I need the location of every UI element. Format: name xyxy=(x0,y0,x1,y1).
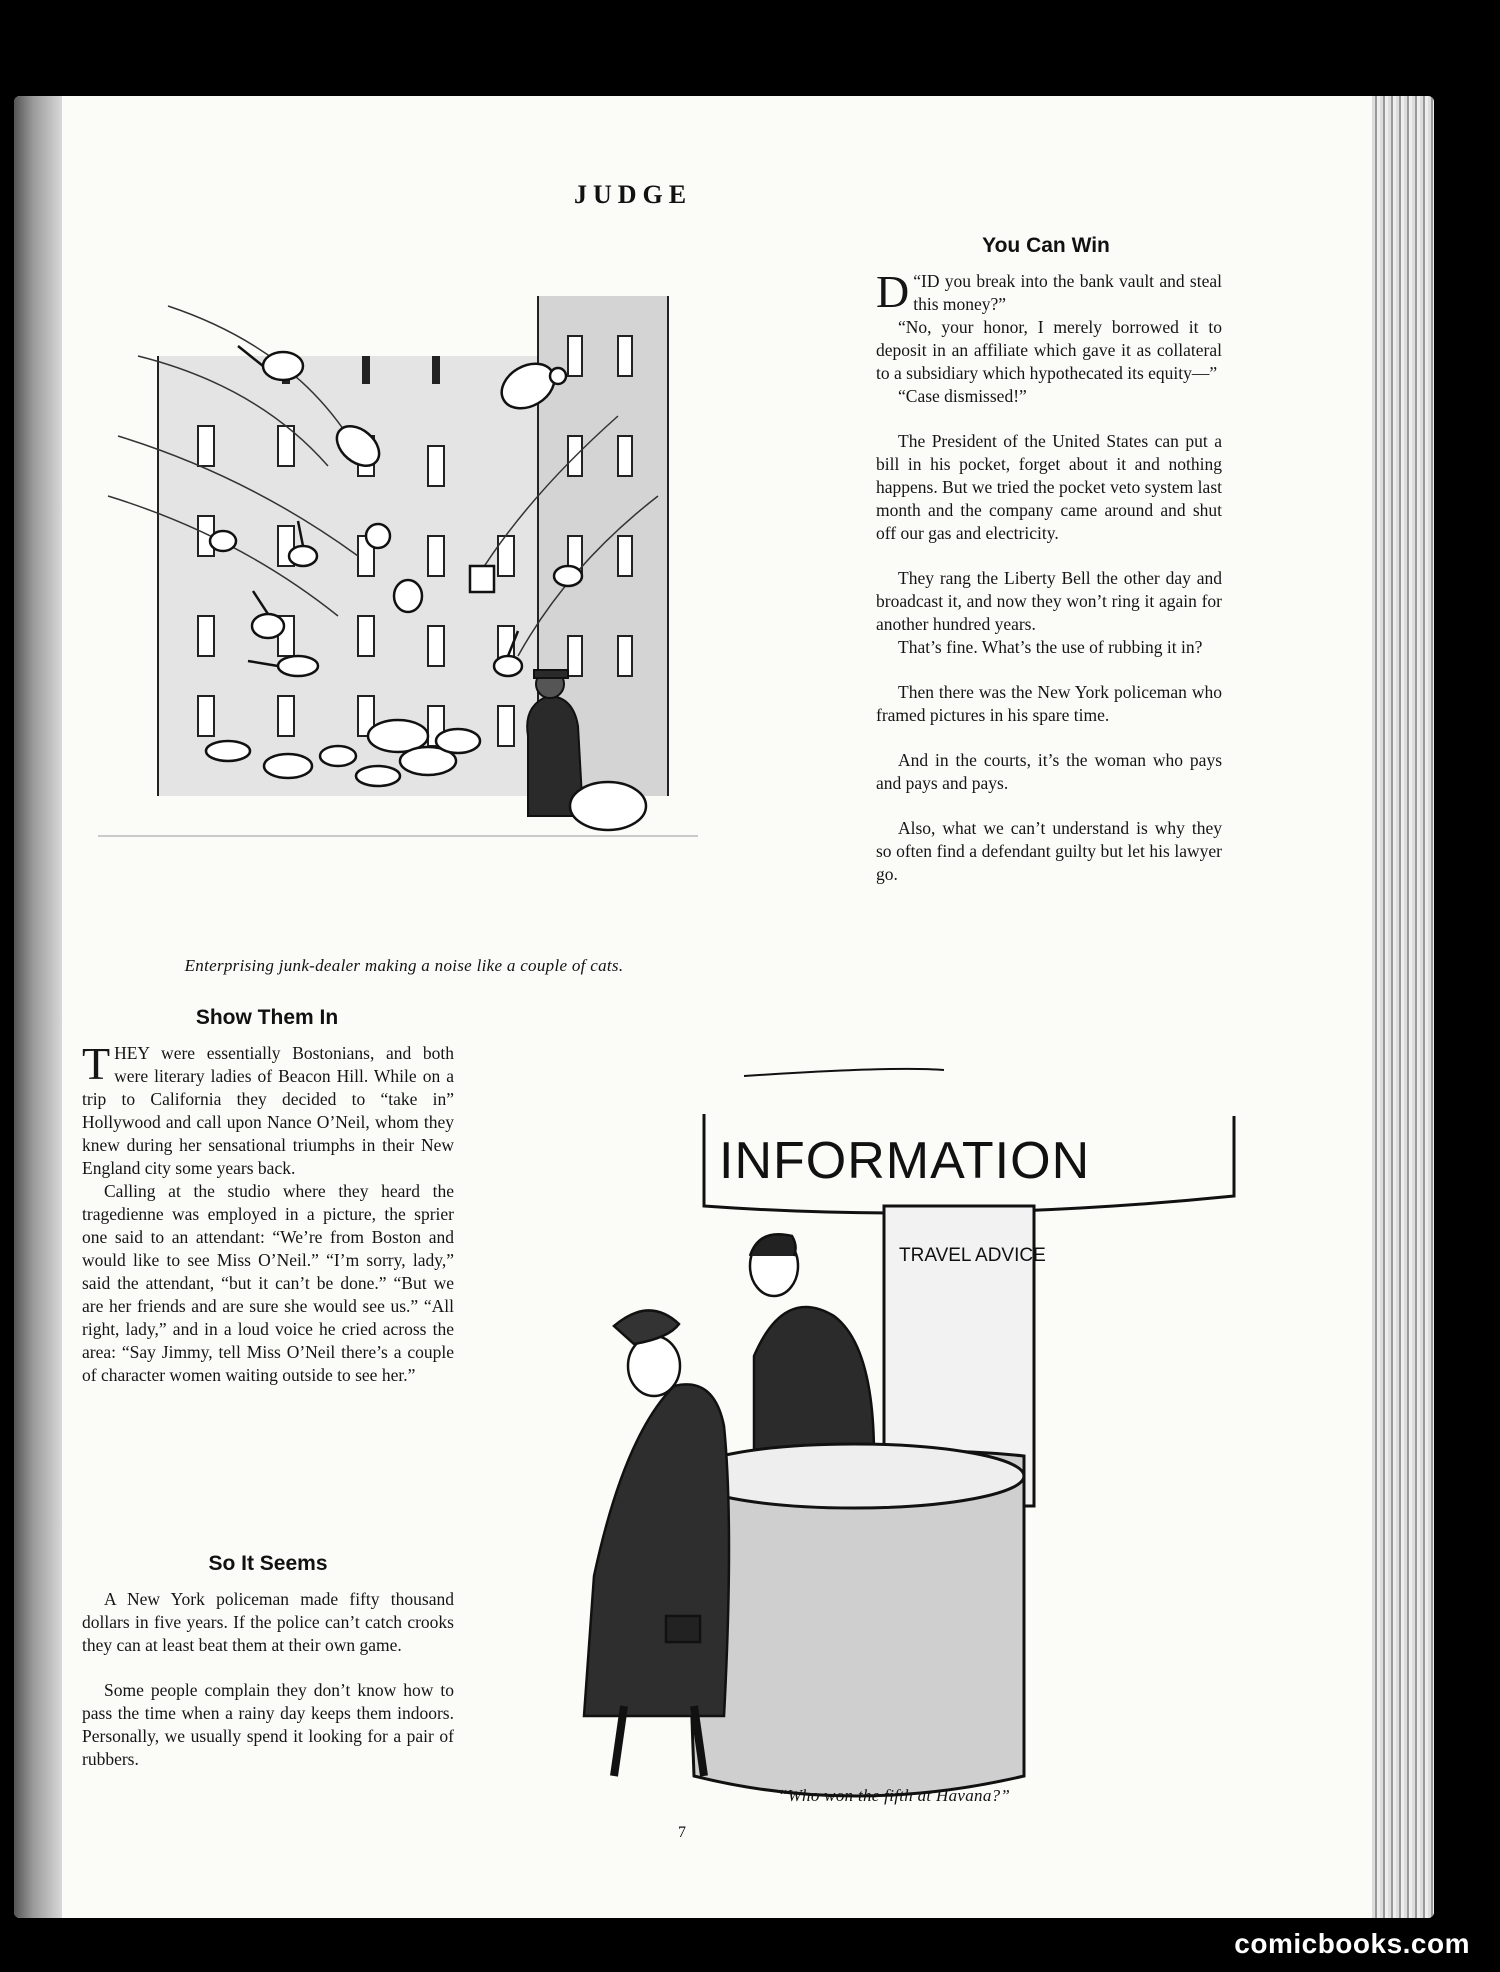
so-it-seems-column xyxy=(82,1588,454,1793)
so-it-seems-p1: A New York policeman made fifty thousand dollars in five years. If the police can’t catch crooks they can at least beat them at their own game. xyxy=(82,1589,454,1655)
information-sign: INFORMATION xyxy=(719,1132,1091,1190)
you-can-win-p4: The President of the United States can put a bill in his pocket, forget about it and nothing happens. But we tried the pocket veto system last month and the company came around and shut off our gas and electricity. xyxy=(876,431,1222,543)
you-can-win-p9: Also, what we can’t understand is why they so often find a defendant guilty but let his lawyer go. xyxy=(876,818,1222,884)
magazine-page xyxy=(14,96,1434,1918)
you-can-win-p1: ID you break into the bank vault and steal this money?” xyxy=(913,271,1222,314)
you-can-win-heading: You Can Win xyxy=(982,234,1110,257)
so-it-seems-p2: Some people complain they don’t know how to pass the time when a rainy day keeps them indoors. Personally, we usually spend it looking for a pair of rubbers. xyxy=(82,1680,454,1769)
site-watermark: comicbooks.com xyxy=(1234,1928,1470,1959)
travel-advice-sign: TRAVEL ADVICE xyxy=(899,1245,1046,1266)
you-can-win-p2: “No, your honor, I merely borrowed it to deposit in an affiliate which gave it as collateral to a subsidiary which hypothecated its equity—” xyxy=(876,317,1222,383)
show-them-in-p1: HEY were essentially Bostonians, and both were literary ladies of Beacon Hill. While on a trip to California they decided to “take in” Hollywood and call upon Nance O’Neil, whom they knew during her sensational triumphs in their New England city some years back. xyxy=(82,1043,454,1178)
junk-dealer-cartoon xyxy=(98,236,698,856)
show-them-in-column xyxy=(82,1038,454,1409)
book-spine-edge xyxy=(14,96,62,1918)
you-can-win-dropcap: D xyxy=(876,266,910,317)
you-can-win-p8: And in the courts, it’s the woman who pays and pays and pays. xyxy=(876,750,1222,793)
show-them-in-dropcap: T xyxy=(82,1038,111,1089)
you-can-win-p3: “Case dismissed!” xyxy=(898,386,1027,406)
you-can-win-p7: Then there was the New York policeman who framed pictures in his spare time. xyxy=(876,682,1222,725)
information-booth-caption: “Who won the fifth at Havana?” xyxy=(777,1786,1011,1805)
you-can-win-column: “ D ID you break into the bank vault and steal this money?” “No, your honor, I merely borrowed it to deposit in an affiliate which gave it as collateral to a subsidiary which hypothecated its equity—” “Case dismissed!” The President of the United States can put a bill in his pocket, forget about it and nothing happens. But we tried the pocket veto system last month and the company came around and shut off our gas and electricity. They rang the Liberty Bell the other day and broadcast it, and now they won’t ring it again for another hundred years. That’s fine. What’s the use of rubbing it in? Then there was the New York policeman who framed pictures in his spare time. And in the courts, it’s the woman who pays and pays and pays. Also, what we can’t understand is why they so often find a defendant guilty but let his lawyer go. xyxy=(876,266,1222,884)
magazine-title: JUDGE xyxy=(574,180,693,209)
show-them-in-p2: Calling at the studio where they heard the tragedienne was employed in a picture, the sprier one said to an attendant: “We’re from Boston and would like to see Miss O’Neil.” “I’m sorry, lady,” said the attendant, “but it can’t be done.” “But we are her friends and are sure she would see us.” “All right, lady,” and in a loud voice he cried across the area: “Say Jimmy, tell Miss O’Neil there’s a couple of character women waiting outside to see her.” xyxy=(82,1181,454,1385)
you-can-win-p5: They rang the Liberty Bell the other day and broadcast it, and now they won’t ring it again for another hundred years. xyxy=(876,568,1222,634)
page-stack-edge xyxy=(1372,96,1434,1918)
information-booth-cartoon xyxy=(554,1056,1274,1856)
show-them-in-heading: Show Them In xyxy=(195,1006,339,1029)
junk-dealer-caption: Enterprising junk-dealer making a noise like a couple of cats. xyxy=(184,956,624,975)
you-can-win-p6: That’s fine. What’s the use of rubbing it in? xyxy=(898,637,1203,657)
so-it-seems-heading: So It Seems xyxy=(208,1552,328,1575)
page-number: 7 xyxy=(678,1824,686,1841)
